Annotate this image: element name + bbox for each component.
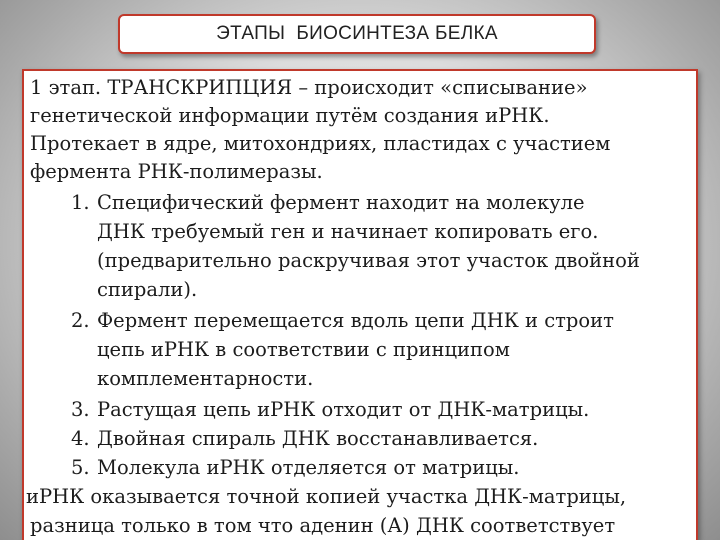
step-1-number: 1. [71,191,90,214]
step-2-number: 2. [71,309,90,332]
step-1-text-3: (предварительно раскручивая этот участок двойной [97,249,640,272]
step-3-line-1 [71,396,589,424]
step-1-text-1: Специфический фермент находит на молекуле [97,191,585,214]
step-2-text-1: Фермент перемещается вдоль цепи ДНК и строит [97,309,614,332]
step-5-text-1: Молекула иРНК отделяется от матрицы. [97,456,520,479]
step-1-line-3 [71,247,640,275]
step-4-text-1: Двойная спираль ДНК восстанавливается. [97,427,539,450]
step-4-line-1 [71,425,538,453]
step-2-line-3 [71,365,313,393]
step-2-text-3: комплементарности. [97,367,314,390]
outro-line-1: иРНК оказывается точной копией участка ДНК-матрицы, [26,485,627,508]
intro-line-2: генетической информации путём создания иРНК. [30,104,550,127]
content-box [22,69,698,540]
step-2-text-2: цепь иРНК в соответствии с принципом [97,338,510,361]
step-3-text-1: Растущая цепь иРНК отходит от ДНК-матрицы. [97,398,590,421]
step-2-line-1 [71,307,614,335]
slide-title: ЭТАПЫ БИОСИНТЕЗА БЕЛКА [216,23,498,44]
step-1-line-1 [71,189,585,217]
step-5-number: 5. [71,456,90,479]
step-2-line-2 [71,336,510,364]
step-4-number: 4. [71,427,90,450]
title-box [118,14,596,54]
step-5-line-1 [71,454,519,482]
step-1-text-4: спирали). [97,278,198,301]
step-1-line-4 [71,276,197,304]
step-3-number: 3. [71,398,90,421]
intro-line-3: Протекает в ядре, митохондриях, пластидах с участием [30,132,611,155]
intro-line-4: фермента РНК-полимеразы. [30,160,323,183]
step-1-line-2 [71,218,598,246]
outro-line-2: разница только в том что аденин (А) ДНК соответствует [30,514,616,537]
intro-line-1: 1 этап. ТРАНСКРИПЦИЯ – происходит «списывание» [30,76,588,99]
step-1-text-2: ДНК требуемый ген и начинает копировать его. [97,220,599,243]
